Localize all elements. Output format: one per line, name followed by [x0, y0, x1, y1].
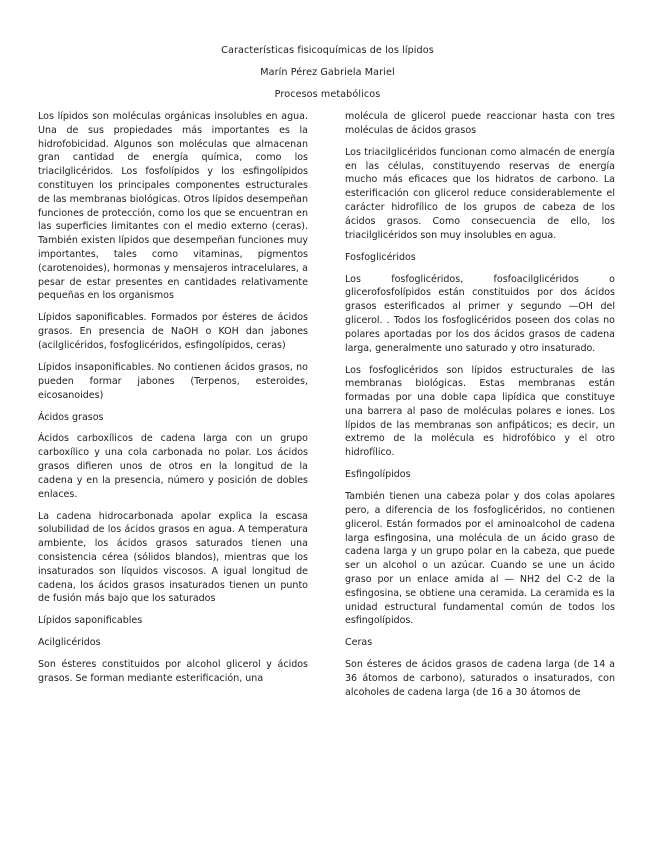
paragraph-membranes: Los fosfoglicéridos son lípidos estructurales de las membranas biológicas. Estas membranas están formadas por una doble capa lipídica que constituye una barrera al paso de moléculas polares e iones. Los lípidos de las membranas son anfipáticos; es decir, un extremo de la molécula es hidrofóbico y el otro hidrofílico.: [345, 364, 615, 459]
document-header: [0, 40, 655, 106]
author-name: Marín Pérez Gabriela Mariel: [260, 67, 395, 78]
paragraph-phosphoglycerides: Los fosfoglicéridos, fosfoacilglicéridos o glicerofosfolípidos están constituidos por dos ácidos grasos esterificados al primer y segundo —OH del glicerol. . Todos los fosfoglicéridos poseen dos colas no polares aportadas por los dos ácidos grasos de cadena larga, generalmente uno saturado y otro insaturado.: [345, 273, 615, 354]
paragraph-triacylglycerides: Los triacilglicéridos funcionan como almacén de energía en las células, constituyendo reservas de energía mucho más eficaces que los hidratos de carbono. La esterificación con glicerol reduce considerablemente el carácter hidrofílico de los grupos de cabeza de los ácidos grasos. Como consecuencia de ello, los triacilglicéridos son muy insolubles en agua.: [345, 146, 615, 241]
heading-phosphoglycerides: Fosfoglicéridos: [345, 251, 416, 263]
course-name: Procesos metabólicos: [274, 89, 381, 100]
heading-fatty-acids: Ácidos grasos: [38, 411, 104, 423]
heading-sphingolipids: Esfingolípidos: [345, 469, 411, 481]
paragraph-fatty-acids: Ácidos carboxílicos de cadena larga con un grupo carboxílico y una cola carbonada no polar. Los ácidos grasos difieren unos de otros en la longitud de la cadena y en la presencia, número y posición de dobles enlaces.: [38, 433, 308, 500]
paragraph-acylglycerides: Son ésteres constituidos por alcohol glicerol y ácidos grasos. Se forman mediante esterificación, una: [38, 659, 308, 685]
paragraph-glycerol-continuation: molécula de glicerol puede reaccionar hasta con tres moléculas de ácidos grasos: [345, 111, 615, 136]
heading-saponifiable-lipids: Lípidos saponificables: [38, 615, 143, 627]
paragraph-insaponifiable: Lípidos insaponificables. No contienen ácidos grasos, no pueden formar jabones (Terpenos, esteroides, eicosanoides): [38, 361, 308, 401]
right-column: [345, 110, 615, 708]
heading-acylglycerides: Acilglicéridos: [38, 637, 101, 649]
paragraph-intro: Los lípidos son moléculas orgánicas insolubles en agua. Una de sus propiedades más importantes es la hidrofobicidad. Algunos son moléculas que almacenan gran cantidad de energía química, como los triacilglicéridos. Los fosfolípidos y los esfingolípidos constituyen los principales componentes estructurales de las membranas biológicas. Otros lípidos desempeñan funciones de protección, como los que se encuentran en las superficies limitantes con el medio externo (ceras). También existen lípidos que desempeñan funciones muy importantes, tales como vitaminas, pigmentos (carotenoides), hormonas y mensajeros intracelulares, a pesar de estar presentes en cantidades relativamente pequeñas en los organismos: [38, 111, 308, 302]
left-column: [38, 110, 308, 694]
paragraph-sphingolipids: También tienen una cabeza polar y dos colas apolares pero, a diferencia de los fosfoglicéridos, no contienen glicerol. Están formados por el aminoalcohol de cadena larga esfingosina, una molécula de un ácido graso de cadena larga y un grupo polar en la cabeza, que puede ser un alcohol o un azúcar. Cuando se une un ácido graso por un enlace amida al — NH2 del C-2 de la esfingosina, se obtiene una ceramida. La ceramida es la unidad estructural fundamental común de todos los esfingolípidos.: [345, 491, 615, 627]
paragraph-saponifiable: Lípidos saponificables. Formados por ésteres de ácidos grasos. En presencia de NaOH o KOH dan jabones (acilglicéridos, fosfoglicéridos, esfingolípidos, ceras): [38, 312, 308, 351]
heading-waxes: Ceras: [345, 637, 373, 649]
document-title: Características fisicoquímicas de los lípidos: [221, 45, 434, 56]
paragraph-hydrocarbon-chain: La cadena hidrocarbonada apolar explica la escasa solubilidad de los ácidos grasos en agua. A temperatura ambiente, los ácidos grasos saturados tienen una consistencia cérea (sólidos blandos), mientras que los insaturados son líquidos viscosos. A igual longitud de cadena, los ácidos grasos insaturados tienen un punto de fusión más bajo que los saturados: [38, 510, 308, 605]
paragraph-waxes: Son ésteres de ácidos grasos de cadena larga (de 14 a 36 átomos de carbono), saturados o insaturados, con alcoholes de cadena larga (de 16 a 30 átomos de: [345, 659, 615, 698]
